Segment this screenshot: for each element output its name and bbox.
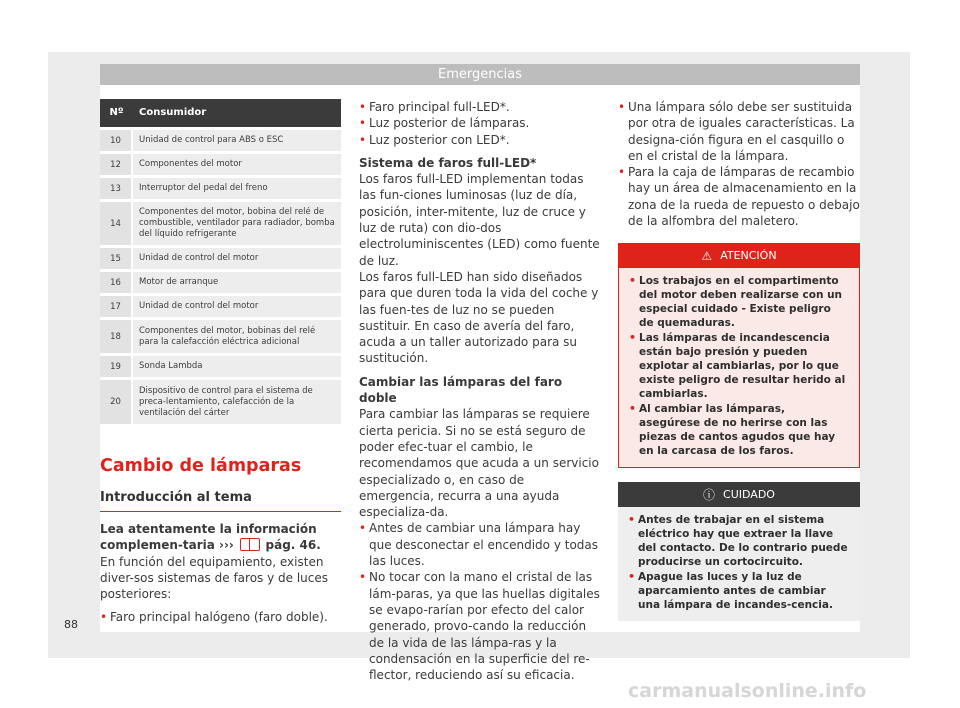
list-item: • Apague las luces y la luz de aparcamiento antes de cambiar una lámpara de incandes-cencia. [628,570,850,612]
col-no-header: Nº [109,107,124,118]
paragraph: En función del equipamiento, existen diver-sos sistemas de faros y de luces posteriores: [100,554,328,602]
intro-bold: Lea atentamente la información complemen-taria ››› [100,522,317,553]
subheading: Sistema de faros full-LED* [359,155,537,170]
row-number: 17 [100,296,131,317]
table-row [100,248,341,269]
row-consumer: Componentes del motor, bobina del relé de combustible, ventilador para radiador, bomba del líquido refrigerante [133,202,341,245]
table-row [100,320,341,353]
intro-page-link[interactable]: pág. 46. [265,538,321,553]
info-circle-icon: ⓘ [703,488,716,503]
warning-header [618,243,860,268]
column-3 [618,99,860,621]
row-number: 19 [100,356,131,377]
row-number: 16 [100,272,131,293]
fuse-table [100,99,341,424]
row-number: 15 [100,248,131,269]
subtitle-rule [100,511,341,512]
chapter-title: Emergencias [438,67,522,82]
warning-title: ATENCIÓN [720,249,777,263]
table-row [100,272,341,293]
section-title: Cambio de lámparas [100,456,302,476]
subheading: Cambiar las lámparas del faro doble [359,374,563,406]
paragraph: Los faros full-LED han sido diseñados para que duren toda la vida del coche y las fuen-tes de luz no se pueden sustituir. En caso de avería del faro, acuda a un taller autorizado para su sustitución. [359,269,599,366]
table-row [100,380,341,424]
list-item: • Luz posterior de lámparas. [359,115,601,131]
chapter-header [100,64,860,85]
list-item: • Luz posterior con LED*. [359,132,601,148]
col-consumer-header: Consumidor [139,107,207,118]
row-number: 12 [100,154,131,175]
paragraph: Para cambiar las lámparas se requiere cierta pericia. Si no se está seguro de poder efec-tuar el cambio, le recomendamos que acuda a un servicio especializado o, en caso de emergencia, recurra a una ayuda especializa-da. [359,407,599,520]
row-consumer: Componentes del motor, bobinas del relé para la calefacción eléctrica adicional [133,320,341,353]
list-item: • Faro principal full-LED*. [359,99,601,115]
list-item: • No tocar con la mano el cristal de las lám-paras, ya que las huellas digitales se evapo-rarían por efecto del calor generado, provo-cando la reducción de la vida de las lámpa-ras y la condensación en la superficie del re-flector, reduciendo así su eficacia. [359,569,601,683]
caution-box [618,482,860,621]
page-number: 88 [64,618,78,631]
column-1 [100,521,340,626]
table-row [100,154,341,175]
table-row [100,178,341,199]
row-number: 14 [100,202,131,245]
row-consumer: Dispositivo de control para el sistema de preca-lentamiento, calefacción de la ventilación del cárter [133,380,341,424]
list-item: • Una lámpara sólo debe ser sustituida por otra de iguales características. La designa-ción figura en el casquillo o en el cristal de la lámpara. [618,99,860,164]
watermark: carmanualsonline.info [628,680,867,702]
paragraph: Los faros full-LED implementan todas las fun-ciones luminosas (luz de día, posición, inter-mitente, luz de cruce y luz de ruta) con dio-dos electroluminiscentes (LED) como fuente de luz. [359,172,600,268]
list-item: • Los trabajos en el compartimento del motor deben realizarse con un especial cuidado - Existe peligro de quemaduras. [629,274,849,330]
section-subtitle: Introducción al tema [100,490,252,505]
warning-box [618,243,860,468]
list-item: • Al cambiar las lámparas, asegúrese de no herirse con las piezas de cantos agudos que hay en la carcasa de los faros. [629,402,849,458]
row-number: 18 [100,320,131,353]
table-row [100,296,341,317]
row-consumer: Unidad de control para ABS o ESC [133,130,341,151]
table-row [100,356,341,377]
row-number: 10 [100,130,131,151]
list-item: • Las lámparas de incandescencia están bajo presión y pueden explotar al cambiarlas, por lo que existe peligro de resultar herido al cambiarlas. [629,331,849,401]
row-consumer: Interruptor del pedal del freno [133,178,341,199]
table-header [100,99,341,127]
row-number: 20 [100,380,131,424]
caution-body [618,507,860,621]
caution-title: CUIDADO [723,488,775,502]
row-consumer: Unidad de control del motor [133,248,341,269]
warning-triangle-icon: ⚠ [701,248,713,263]
list-item: • Faro principal halógeno (faro doble). [100,609,340,625]
warning-body [618,268,860,468]
row-consumer: Sonda Lambda [133,356,341,377]
book-icon [240,538,260,551]
list-item: • Para la caja de lámparas de recambio hay un área de almacenamiento en la zona de la rueda de repuesto o debajo de la alfombra del maletero. [618,164,860,229]
table-row [100,130,341,151]
row-consumer: Motor de arranque [133,272,341,293]
list-item: • Antes de trabajar en el sistema eléctrico hay que extraer la llave del contacto. De lo contrario puede producirse un cortocircuito. [628,513,850,569]
row-number: 13 [100,178,131,199]
list-item: • Antes de cambiar una lámpara hay que desconectar el encendido y todas las luces. [359,520,601,569]
caution-header [618,482,860,507]
intro-paragraph [100,521,340,554]
table-row [100,202,341,245]
row-consumer: Componentes del motor [133,154,341,175]
column-2 [359,99,601,683]
row-consumer: Unidad de control del motor [133,296,341,317]
